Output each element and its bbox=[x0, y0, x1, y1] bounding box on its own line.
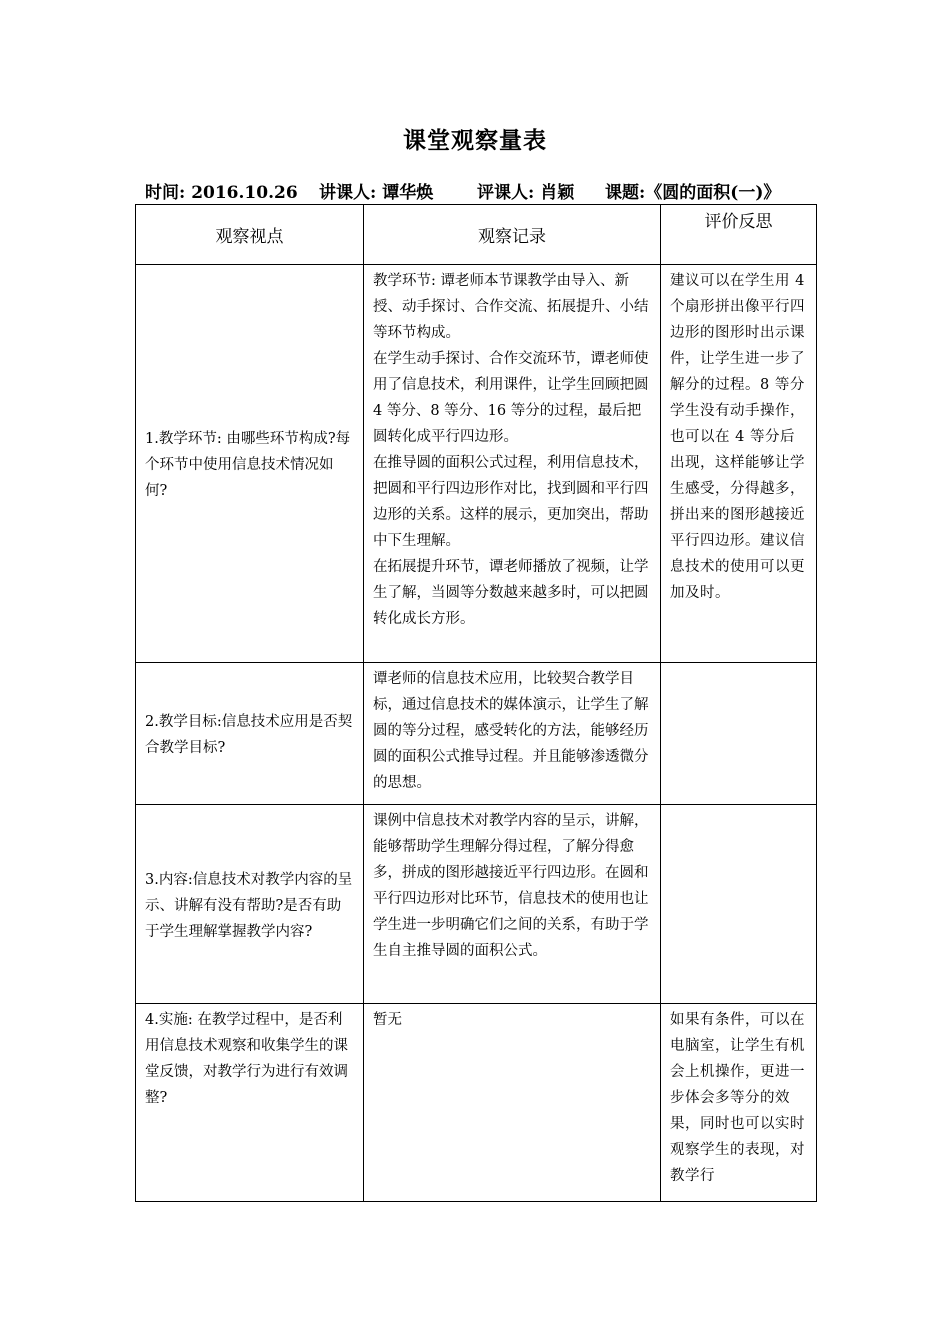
page-title: 课堂观察量表 bbox=[403, 127, 547, 154]
header-viewpoint: 观察视点 bbox=[136, 205, 364, 265]
table-row bbox=[136, 1004, 817, 1202]
record-paragraph: 谭老师的信息技术应用，比较契合教学目标，通过信息技术的媒体演示，让学生了解圆的等分过程，感受转化的方法，能够经历圆的面积公式推导过程。并且能够渗透微分的思想。 bbox=[373, 671, 649, 791]
table-header-row bbox=[136, 205, 817, 265]
record-paragraph: 教学环节: 谭老师本节课教学由导入、新授、动手探讨、合作交流、拓展提升、小结等环节构成。 bbox=[373, 273, 649, 341]
record-paragraph: 暂无 bbox=[373, 1012, 402, 1028]
record-cell bbox=[364, 1004, 661, 1202]
viewpoint-cell: 3.内容:信息技术对教学内容的呈示、讲解有没有帮助?是否有助于学生理解掌握教学内容? bbox=[136, 805, 364, 1004]
reflection-cell bbox=[661, 805, 817, 1004]
reflection-cell: 如果有条件，可以在电脑室，让学生有机会上机操作，更进一步体会多等分的效果，同时也可以实时观察学生的表现，对教学行 bbox=[661, 1004, 817, 1202]
observation-table bbox=[135, 204, 817, 1202]
meta-lecturer: 讲课人: 谭华焕 bbox=[319, 183, 434, 203]
meta-topic: 课题:《圆的面积(一)》 bbox=[605, 183, 781, 203]
header-reflection: 评价反思 bbox=[661, 205, 817, 265]
meta-evaluator: 评课人: 肖颖 bbox=[477, 183, 575, 203]
record-cell bbox=[364, 265, 661, 663]
meta-time: 时间: 2016.10.26 bbox=[145, 183, 298, 203]
record-cell bbox=[364, 663, 661, 805]
record-paragraph: 课例中信息技术对教学内容的呈示，讲解，能够帮助学生理解分得过程，了解分得愈多，拼成的图形越接近平行四边形。在圆和平行四边形对比环节，信息技术的使用也让学生进一步明确它们之间的关系，有助于学生自主推导圆的面积公式。 bbox=[373, 813, 649, 959]
record-cell bbox=[364, 805, 661, 1004]
table-row bbox=[136, 265, 817, 663]
reflection-cell bbox=[661, 663, 817, 805]
record-paragraph: 在推导圆的面积公式过程，利用信息技术，把圆和平行四边形作对比，找到圆和平行四边形的关系。这样的展示，更加突出，帮助中下生理解。 bbox=[373, 455, 649, 549]
table-row bbox=[136, 805, 817, 1004]
viewpoint-cell: 2.教学目标:信息技术应用是否契合教学目标? bbox=[136, 663, 364, 805]
record-paragraph: 在学生动手探讨、合作交流环节，谭老师使用了信息技术，利用课件，让学生回顾把圆 4 等分、8 等分、16 等分的过程，最后把圆转化成平行四边形。 bbox=[373, 351, 649, 445]
record-paragraph: 在拓展提升环节，谭老师播放了视频，让学生了解，当圆等分数越来越多时，可以把圆转化成长方形。 bbox=[373, 559, 649, 627]
viewpoint-cell: 1.教学环节: 由哪些环节构成?每个环节中使用信息技术情况如何? bbox=[136, 265, 364, 663]
header-record: 观察记录 bbox=[364, 205, 661, 265]
viewpoint-cell: 4.实施: 在教学过程中，是否利用信息技术观察和收集学生的课堂反馈，对教学行为进行有效调整? bbox=[136, 1004, 364, 1202]
table-row bbox=[136, 663, 817, 805]
reflection-cell: 建议可以在学生用 4 个扇形拼出像平行四边形的图形时出示课件，让学生进一步了解分的过程。8 等分学生没有动手操作，也可以在 4 等分后出现，这样能够让学生感受，分得越多，拼出来的图形越接近平行四边形。建议信息技术的使用可以更加及时。 bbox=[661, 265, 817, 663]
